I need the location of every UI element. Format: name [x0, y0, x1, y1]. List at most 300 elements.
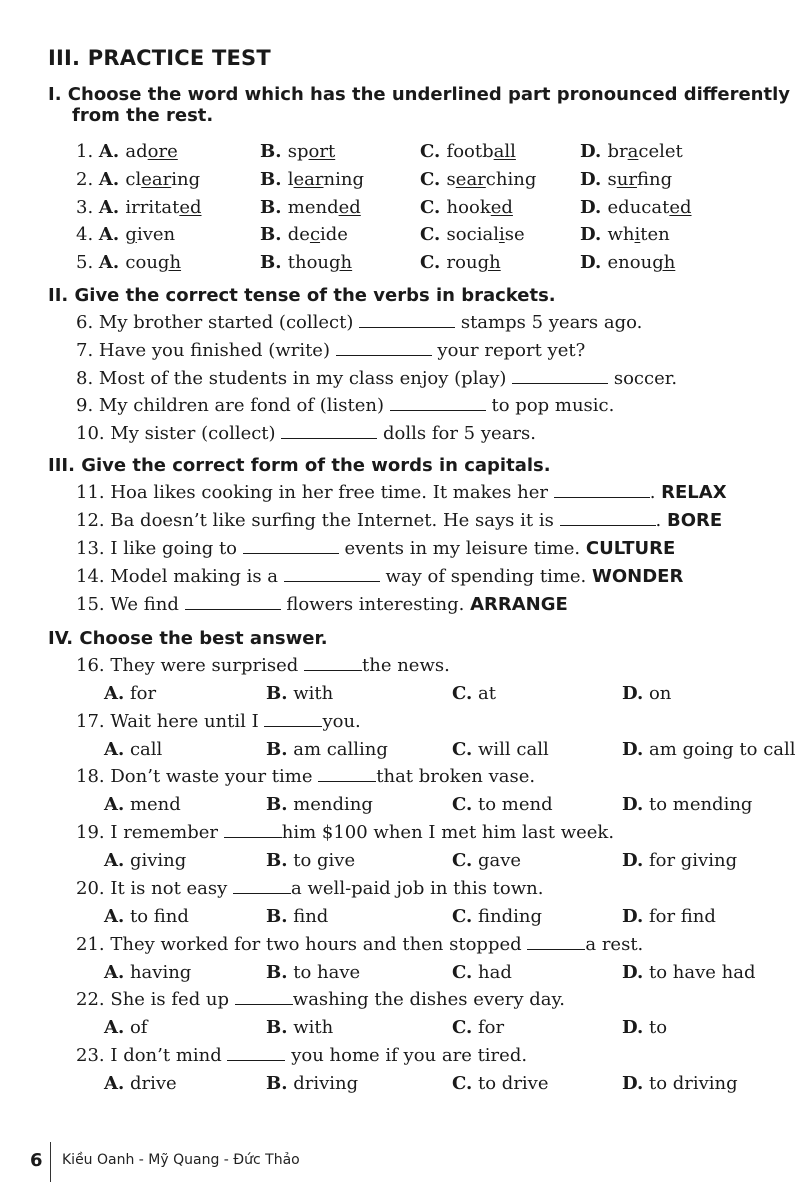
option-label: C. — [452, 738, 473, 760]
option-label: C. — [452, 1017, 473, 1039]
underlined-part: g — [125, 224, 137, 246]
sentence-row — [76, 395, 614, 421]
mcq-option — [266, 962, 360, 983]
mcq-options — [0, 683, 806, 709]
mcq-option — [266, 906, 328, 927]
underlined-part: i — [634, 224, 641, 246]
mcq-option — [104, 794, 181, 815]
option-text: to have — [287, 961, 361, 983]
mcq-question — [76, 822, 614, 848]
mcq-option — [622, 683, 671, 704]
mcq-option — [452, 739, 549, 760]
mcq-question — [76, 711, 361, 737]
word-part: cl — [125, 168, 142, 190]
word-part: ide — [320, 224, 348, 246]
option-c — [420, 252, 501, 273]
word-part: fing — [636, 168, 673, 190]
answer-blank — [359, 312, 455, 328]
underlined-part: ur — [616, 168, 637, 190]
option-label: C. — [420, 168, 447, 190]
mcq-option — [266, 850, 355, 871]
sentence-row — [76, 482, 727, 508]
sentence-text: My children are fond of (listen) — [98, 395, 390, 417]
section-1-title — [48, 84, 790, 126]
sentence-row — [76, 538, 675, 564]
keyword: CULTURE — [585, 538, 676, 559]
word-part: footb — [446, 141, 494, 162]
answer-blank — [233, 878, 291, 894]
option-text: gave — [472, 850, 522, 872]
option-text: for — [124, 683, 157, 704]
mcq-options — [0, 850, 806, 876]
mcq-options — [0, 794, 806, 820]
mcq-option — [452, 1073, 549, 1094]
word-part: s — [446, 168, 456, 190]
option-label: A. — [98, 141, 126, 162]
answer-blank — [318, 766, 376, 782]
mcq-option — [104, 906, 189, 927]
section-1-title-line2: from the rest. — [72, 105, 214, 126]
keyword: ARRANGE — [470, 594, 568, 615]
footer-divider — [50, 1142, 51, 1182]
sentence-text: They were surprised — [110, 655, 304, 676]
sentence-text: events in my leisure time. — [338, 538, 586, 559]
option-text: to — [643, 1017, 668, 1039]
mcq-options — [0, 739, 806, 765]
option-text: to mend — [472, 794, 553, 816]
option-d — [580, 197, 692, 218]
sentence-text: you home if you are tired. — [285, 1044, 528, 1066]
option-label: B. — [266, 905, 288, 927]
option-label: D. — [622, 683, 644, 704]
option-label: B. — [260, 252, 288, 274]
sentence-text: soccer. — [608, 367, 678, 389]
word-part: thou — [287, 252, 330, 274]
question-number: 13. — [76, 538, 111, 559]
mcq-option — [266, 794, 373, 815]
answer-blank — [554, 482, 650, 498]
sentence-text: that broken vase. — [376, 766, 536, 788]
pronunciation-row — [0, 141, 806, 167]
option-text: for find — [643, 905, 716, 927]
word-part: ad — [125, 141, 148, 162]
option-label: D. — [580, 141, 608, 162]
mcq-option — [266, 1073, 358, 1094]
sentence-text: to pop music. — [485, 395, 615, 417]
question-number: 8. — [76, 367, 99, 389]
option-label: D. — [622, 905, 644, 927]
section-4-title: IV. Choose the best answer. — [48, 628, 328, 649]
mcq-options — [0, 906, 806, 932]
option-text: giving — [124, 850, 187, 872]
word-part: enou — [607, 252, 653, 274]
option-text: had — [472, 961, 512, 983]
option-label: A. — [104, 1017, 125, 1039]
mcq-option — [622, 850, 737, 871]
mcq-question — [76, 1045, 527, 1071]
mcq-option — [104, 683, 156, 704]
underlined-part: gh — [157, 252, 182, 274]
option-text: driving — [287, 1072, 359, 1094]
option-label: D. — [580, 252, 608, 274]
word-part: l — [287, 168, 294, 190]
underlined-part: ear — [455, 168, 486, 190]
underlined-part: gh — [477, 252, 501, 274]
answer-blank — [560, 510, 656, 526]
underlined-part: c — [309, 224, 321, 246]
option-label: D. — [580, 168, 608, 190]
question-number: 16. — [76, 655, 111, 676]
sentence-text: washing the dishes every day. — [292, 989, 565, 1011]
sentence-row — [76, 594, 568, 620]
sentence-text: Hoa likes cooking in her free time. It makes her — [110, 482, 554, 503]
mcq-option — [266, 1017, 333, 1038]
mcq-option — [452, 794, 553, 815]
option-a — [76, 141, 178, 162]
option-b — [260, 169, 364, 190]
option-a — [76, 197, 202, 218]
sentence-text: him $100 when I met him last week. — [281, 822, 615, 844]
sentence-text: Wait here until I — [110, 710, 265, 732]
sentence-text: Model making is a — [110, 566, 284, 587]
option-text: will call — [472, 738, 549, 760]
sentence-text: . — [655, 510, 667, 531]
mcq-question — [76, 878, 543, 904]
option-text: to give — [287, 850, 356, 872]
word-part: iven — [136, 224, 176, 246]
option-label: C. — [420, 141, 447, 162]
option-label: C. — [452, 850, 473, 872]
option-label: B. — [260, 168, 288, 190]
sentence-text: your report yet? — [431, 339, 586, 361]
answer-blank — [304, 655, 362, 671]
question-number: 2. — [76, 168, 99, 190]
word-part: hook — [446, 196, 491, 218]
mcq-option — [452, 1017, 504, 1038]
option-label: B. — [266, 683, 288, 704]
option-b — [260, 141, 335, 162]
word-part: rou — [446, 252, 478, 274]
underlined-part: all — [493, 141, 516, 162]
sentence-text: I like going to — [110, 538, 243, 559]
option-text: mend — [124, 794, 181, 816]
mcq-option — [622, 794, 752, 815]
option-text: with — [287, 1017, 334, 1039]
section-1-title-line1: I. Choose the word which has the underlined part pronounced differently — [48, 84, 790, 105]
option-label: A. — [104, 738, 125, 760]
word-part: social — [446, 224, 499, 246]
question-number: 11. — [76, 482, 111, 503]
mcq-option — [452, 850, 521, 871]
answer-blank — [527, 934, 585, 950]
option-c — [420, 141, 516, 162]
sentence-text: They worked for two hours and then stopped — [110, 933, 528, 955]
sentence-text: My brother started (collect) — [98, 312, 360, 333]
underlined-part: ear — [293, 168, 324, 190]
option-label: C. — [452, 905, 473, 927]
sentence-row — [76, 368, 677, 394]
mcq-option — [452, 962, 512, 983]
section-3-title: III. Give the correct form of the words in capitals. — [48, 455, 551, 476]
answer-blank — [185, 594, 281, 610]
option-text: of — [124, 1017, 148, 1039]
option-label: A. — [98, 168, 126, 190]
word-part: celet — [638, 141, 683, 162]
mcq-option — [104, 1073, 177, 1094]
option-text: to have had — [643, 961, 756, 983]
underlined-part: ort — [308, 141, 336, 162]
question-number: 6. — [76, 312, 99, 333]
answer-blank — [281, 423, 377, 439]
footer-authors: Kiều Oanh - Mỹ Quang - Đức Thảo — [62, 1152, 300, 1168]
sentence-text: dolls for 5 years. — [377, 423, 536, 445]
option-label: B. — [260, 196, 288, 218]
option-label: A. — [104, 961, 125, 983]
mcq-option — [452, 906, 542, 927]
sentence-text: My sister (collect) — [110, 423, 282, 445]
mcq-options — [0, 1073, 806, 1099]
mcq-question — [76, 655, 450, 681]
option-text: for — [472, 1017, 505, 1039]
option-label: C. — [452, 794, 473, 816]
option-text: am going to call — [643, 738, 796, 760]
option-label: C. — [452, 961, 473, 983]
option-text: to find — [124, 905, 189, 927]
question-number: 5. — [76, 252, 99, 274]
question-number: 19. — [76, 822, 111, 844]
sentence-text: the news. — [362, 655, 450, 676]
option-label: C. — [452, 1072, 473, 1094]
underlined-part: i — [498, 224, 505, 246]
mcq-question — [76, 989, 565, 1015]
option-text: finding — [472, 905, 542, 927]
option-c — [420, 169, 536, 190]
option-text: drive — [124, 1072, 177, 1094]
question-number: 7. — [76, 339, 99, 361]
answer-blank — [243, 538, 339, 554]
answer-blank — [336, 340, 432, 356]
question-number: 18. — [76, 766, 111, 788]
option-label: D. — [622, 961, 644, 983]
underlined-part: a — [627, 141, 639, 162]
question-number: 4. — [76, 224, 99, 246]
option-label: D. — [622, 738, 644, 760]
option-text: on — [643, 683, 672, 704]
option-label: B. — [266, 1072, 288, 1094]
sentence-text: I remember — [110, 822, 224, 844]
sentence-text: way of spending time. — [379, 566, 592, 587]
mcq-option — [622, 962, 755, 983]
word-part: ten — [640, 224, 670, 246]
mcq-options — [0, 1017, 806, 1043]
option-label: B. — [266, 1017, 288, 1039]
page-title: III. PRACTICE TEST — [48, 46, 271, 70]
mcq-option — [622, 906, 716, 927]
word-part: cou — [125, 252, 158, 274]
option-a — [76, 252, 181, 273]
sentence-text: It is not easy — [110, 877, 234, 899]
mcq-option — [266, 683, 333, 704]
option-b — [260, 197, 361, 218]
option-label: A. — [104, 850, 125, 872]
question-number: 23. — [76, 1044, 111, 1066]
option-text: find — [287, 905, 329, 927]
question-number: 9. — [76, 395, 99, 417]
option-label: B. — [260, 141, 288, 162]
answer-blank — [264, 711, 322, 727]
option-d — [580, 141, 683, 162]
option-label: D. — [622, 1072, 644, 1094]
option-label: C. — [420, 224, 447, 246]
keyword: WONDER — [592, 566, 684, 587]
answer-blank — [390, 395, 486, 411]
option-text: at — [472, 683, 496, 704]
question-number: 14. — [76, 566, 111, 587]
option-label: B. — [266, 794, 288, 816]
option-a — [76, 169, 200, 190]
option-text: to mending — [643, 794, 753, 816]
keyword: RELAX — [661, 482, 727, 503]
underlined-part: ore — [147, 141, 178, 162]
sentence-text: She is fed up — [110, 989, 235, 1011]
word-part: irritat — [125, 196, 180, 218]
mcq-option — [622, 739, 796, 760]
option-label: D. — [580, 224, 608, 246]
option-label: A. — [104, 794, 125, 816]
option-b — [260, 224, 348, 245]
answer-blank — [235, 989, 293, 1005]
pronunciation-row — [0, 197, 806, 223]
sentence-text: Most of the students in my class enjoy (play) — [98, 367, 513, 389]
sentence-text: you. — [322, 710, 361, 732]
question-number: 10. — [76, 423, 111, 445]
option-label: D. — [622, 850, 644, 872]
option-text: for giving — [643, 850, 738, 872]
word-part: wh — [607, 224, 635, 246]
sentence-row — [76, 510, 722, 536]
word-part: ing — [171, 168, 201, 190]
sentence-row — [76, 340, 585, 366]
mcq-question — [76, 766, 535, 792]
mcq-option — [452, 683, 496, 704]
option-label: A. — [98, 224, 126, 246]
option-label: A. — [98, 196, 126, 218]
sentence-text: Don’t waste your time — [110, 766, 319, 788]
word-part: ning — [323, 168, 364, 190]
option-text: to drive — [472, 1072, 549, 1094]
option-label: C. — [420, 252, 447, 274]
underlined-part: ed — [490, 196, 513, 218]
sentence-text: a well-paid job in this town. — [291, 877, 544, 899]
question-number: 21. — [76, 933, 111, 955]
pronunciation-row — [0, 224, 806, 250]
word-part: de — [287, 224, 310, 246]
question-number: 1. — [76, 141, 99, 162]
sentence-text: a rest. — [585, 933, 644, 955]
option-label: A. — [104, 1072, 125, 1094]
question-number: 20. — [76, 877, 111, 899]
option-a — [76, 224, 175, 245]
mcq-option — [622, 1017, 667, 1038]
sentence-row — [76, 423, 536, 449]
option-label: D. — [622, 794, 644, 816]
question-number: 3. — [76, 196, 99, 218]
option-text: mending — [287, 794, 373, 816]
option-label: D. — [580, 196, 608, 218]
question-number: 17. — [76, 710, 111, 732]
sentence-text: We find — [110, 594, 185, 615]
option-text: am calling — [287, 738, 388, 760]
mcq-option — [622, 1073, 738, 1094]
sentence-row — [76, 566, 683, 592]
answer-blank — [224, 822, 282, 838]
option-text: call — [124, 738, 163, 760]
mcq-option — [104, 962, 191, 983]
option-d — [580, 252, 675, 273]
option-text: with — [287, 683, 334, 704]
underlined-part: ed — [179, 196, 202, 218]
underlined-part: ed — [669, 196, 692, 218]
option-label: A. — [104, 905, 125, 927]
question-number: 15. — [76, 594, 111, 615]
answer-blank — [284, 566, 380, 582]
option-label: B. — [260, 224, 288, 246]
answer-blank — [512, 368, 608, 384]
mcq-option — [266, 739, 388, 760]
option-label: C. — [452, 683, 473, 704]
sentence-row — [76, 312, 642, 338]
page-number: 6 — [30, 1150, 43, 1171]
option-c — [420, 224, 525, 245]
question-number: 22. — [76, 989, 111, 1011]
option-label: D. — [622, 1017, 644, 1039]
option-c — [420, 197, 513, 218]
pronunciation-row — [0, 169, 806, 195]
sentence-text: Have you finished (write) — [98, 339, 336, 361]
mcq-option — [104, 1017, 147, 1038]
sentence-text: I don’t mind — [110, 1044, 228, 1066]
option-d — [580, 224, 670, 245]
underlined-part: ed — [338, 196, 361, 218]
answer-blank — [227, 1045, 285, 1061]
option-b — [260, 252, 352, 273]
word-part: mend — [287, 196, 339, 218]
option-d — [580, 169, 672, 190]
word-part: ching — [485, 168, 537, 190]
mcq-options — [0, 962, 806, 988]
option-label: A. — [104, 683, 125, 704]
pronunciation-row — [0, 252, 806, 278]
underlined-part: ear — [141, 168, 172, 190]
mcq-option — [104, 850, 186, 871]
section-2-title: II. Give the correct tense of the verbs in brackets. — [48, 285, 556, 306]
mcq-option — [104, 739, 162, 760]
sentence-text: . — [649, 482, 662, 503]
question-number: 12. — [76, 510, 111, 531]
mcq-question — [76, 934, 643, 960]
underlined-part: gh — [652, 252, 676, 274]
underlined-part: gh — [329, 252, 353, 274]
word-part: sp — [287, 141, 309, 162]
keyword: BORE — [667, 510, 723, 531]
option-label: B. — [266, 738, 288, 760]
option-label: B. — [266, 961, 288, 983]
word-part: se — [504, 224, 525, 246]
option-label: B. — [266, 850, 288, 872]
word-part: educat — [607, 196, 670, 218]
word-part: s — [607, 168, 617, 190]
sentence-text: flowers interesting. — [280, 594, 471, 615]
